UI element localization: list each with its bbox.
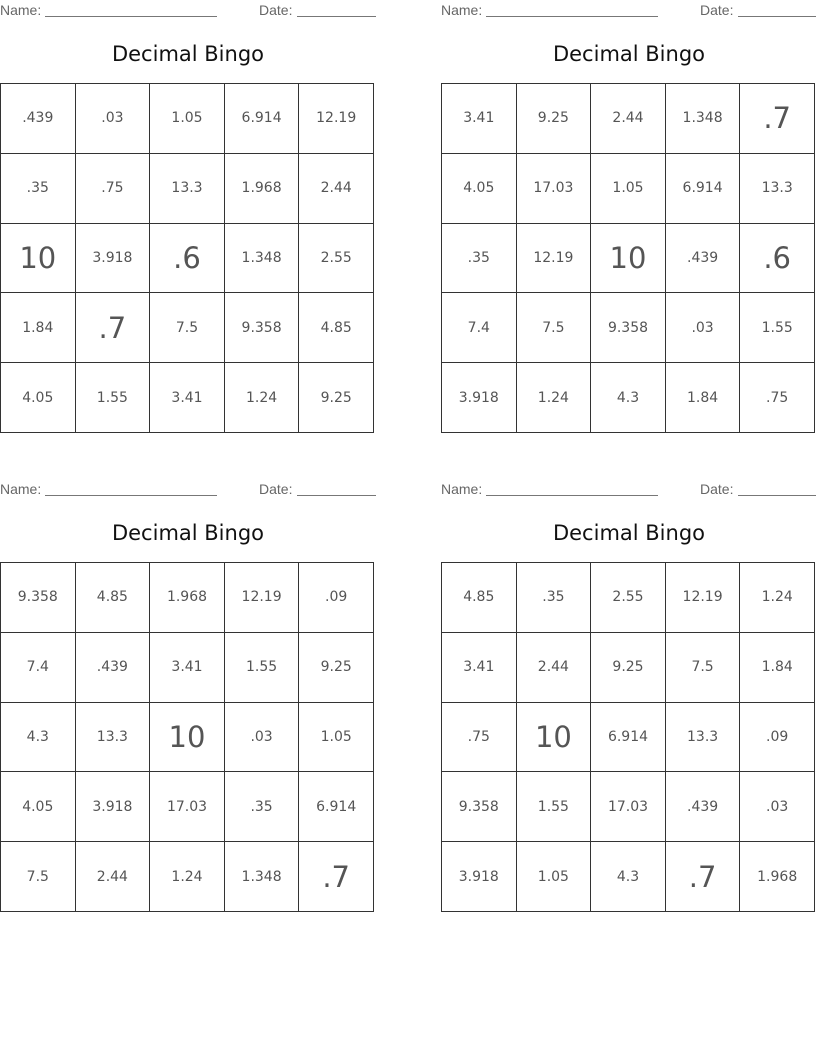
bingo-cell: .439	[666, 772, 741, 842]
bingo-cell: 2.55	[591, 563, 666, 633]
bingo-grid	[0, 562, 374, 912]
bingo-cell: 10	[1, 224, 76, 294]
bingo-cell: 3.41	[150, 633, 225, 703]
bingo-cell: 10	[517, 703, 592, 773]
date-blank-line	[738, 495, 816, 496]
date-blank-line	[738, 16, 816, 17]
bingo-cell: .75	[740, 363, 815, 433]
bingo-cell: .7	[299, 842, 374, 912]
bingo-cell: 13.3	[76, 703, 151, 773]
bingo-cell: 3.41	[442, 633, 517, 703]
bingo-cell: .7	[666, 842, 741, 912]
card-header	[0, 481, 376, 499]
date-label: Date:	[259, 2, 293, 18]
bingo-cell: 7.5	[666, 633, 741, 703]
date-label: Date:	[259, 481, 293, 497]
bingo-cell: 2.44	[299, 154, 374, 224]
bingo-cell: 4.3	[591, 363, 666, 433]
bingo-cell: 4.3	[1, 703, 76, 773]
bingo-cell: 2.44	[591, 84, 666, 154]
bingo-cell: 6.914	[299, 772, 374, 842]
bingo-cell: 9.25	[299, 633, 374, 703]
bingo-cell: 9.25	[591, 633, 666, 703]
bingo-cell: .439	[76, 633, 151, 703]
bingo-cell: .35	[1, 154, 76, 224]
bingo-cell: 4.3	[591, 842, 666, 912]
bingo-cell: 12.19	[225, 563, 300, 633]
bingo-cell: 7.4	[442, 293, 517, 363]
bingo-card-4	[441, 479, 816, 919]
bingo-cell: 6.914	[666, 154, 741, 224]
bingo-cell: .439	[666, 224, 741, 294]
bingo-cell: 13.3	[150, 154, 225, 224]
bingo-cell: 1.05	[299, 703, 374, 773]
date-label: Date:	[700, 2, 734, 18]
bingo-cell: .6	[150, 224, 225, 294]
name-blank-line	[45, 16, 217, 17]
bingo-cell: 1.348	[225, 842, 300, 912]
bingo-cell: 13.3	[740, 154, 815, 224]
card-header	[0, 2, 376, 20]
bingo-cell: 9.358	[225, 293, 300, 363]
bingo-cell: 4.85	[76, 563, 151, 633]
bingo-cell: 6.914	[591, 703, 666, 773]
bingo-cell: 12.19	[299, 84, 374, 154]
bingo-cell: 1.24	[150, 842, 225, 912]
bingo-cell: 1.84	[1, 293, 76, 363]
bingo-cell: 9.358	[1, 563, 76, 633]
bingo-grid	[441, 83, 815, 433]
bingo-cell: 1.84	[740, 633, 815, 703]
card-title: Decimal Bingo	[552, 521, 706, 545]
bingo-cell: 7.5	[517, 293, 592, 363]
bingo-cell: 17.03	[591, 772, 666, 842]
card-header	[441, 481, 816, 499]
bingo-card-1	[0, 0, 376, 440]
bingo-grid	[0, 83, 374, 433]
bingo-cell: 7.4	[1, 633, 76, 703]
bingo-cell: 6.914	[225, 84, 300, 154]
bingo-cell: .75	[442, 703, 517, 773]
bingo-cell: .7	[740, 84, 815, 154]
card-title: Decimal Bingo	[111, 42, 265, 66]
bingo-cell: 3.918	[442, 842, 517, 912]
bingo-cell: 1.84	[666, 363, 741, 433]
bingo-cell: 10	[591, 224, 666, 294]
bingo-cell: 1.968	[740, 842, 815, 912]
bingo-cell: 13.3	[666, 703, 741, 773]
bingo-cell: 4.05	[1, 772, 76, 842]
bingo-cell: 1.55	[517, 772, 592, 842]
bingo-cell: 1.348	[225, 224, 300, 294]
bingo-cell: 3.918	[76, 772, 151, 842]
bingo-cell: .03	[666, 293, 741, 363]
bingo-cell: 1.348	[666, 84, 741, 154]
card-title: Decimal Bingo	[552, 42, 706, 66]
bingo-cell: 1.55	[740, 293, 815, 363]
name-label: Name:	[0, 481, 42, 497]
bingo-cell: 10	[150, 703, 225, 773]
bingo-cell: 3.41	[150, 363, 225, 433]
bingo-card-2	[441, 0, 816, 440]
bingo-cell: .35	[225, 772, 300, 842]
bingo-cell: 7.5	[150, 293, 225, 363]
bingo-cell: 1.05	[591, 154, 666, 224]
bingo-cell: .6	[740, 224, 815, 294]
bingo-cell: 2.55	[299, 224, 374, 294]
bingo-cell: 1.968	[150, 563, 225, 633]
bingo-cell: 3.918	[442, 363, 517, 433]
bingo-cell: 4.05	[1, 363, 76, 433]
bingo-cell: .09	[299, 563, 374, 633]
bingo-cell: 9.25	[299, 363, 374, 433]
card-header	[441, 2, 816, 20]
name-label: Name:	[441, 481, 483, 497]
bingo-cell: 1.24	[225, 363, 300, 433]
name-label: Name:	[441, 2, 483, 18]
name-blank-line	[486, 495, 658, 496]
bingo-cell: 1.55	[76, 363, 151, 433]
bingo-cell: .35	[517, 563, 592, 633]
bingo-cell: 7.5	[1, 842, 76, 912]
bingo-cell: 9.25	[517, 84, 592, 154]
bingo-cell: 3.41	[442, 84, 517, 154]
bingo-cell: 4.85	[442, 563, 517, 633]
bingo-cell: 17.03	[150, 772, 225, 842]
bingo-cell: .03	[740, 772, 815, 842]
bingo-cell: .03	[76, 84, 151, 154]
card-title: Decimal Bingo	[111, 521, 265, 545]
bingo-cell: 4.85	[299, 293, 374, 363]
bingo-cell: 3.918	[76, 224, 151, 294]
bingo-cell: 9.358	[591, 293, 666, 363]
bingo-cell: 1.55	[225, 633, 300, 703]
date-blank-line	[297, 16, 376, 17]
bingo-cell: 1.24	[517, 363, 592, 433]
bingo-cell: 4.05	[442, 154, 517, 224]
bingo-cell: 1.05	[150, 84, 225, 154]
bingo-cell: 1.24	[740, 563, 815, 633]
bingo-cell: .09	[740, 703, 815, 773]
bingo-cell: 9.358	[442, 772, 517, 842]
bingo-cell: 12.19	[666, 563, 741, 633]
bingo-cell: .439	[1, 84, 76, 154]
date-blank-line	[297, 495, 376, 496]
bingo-cell: .7	[76, 293, 151, 363]
bingo-cell: 12.19	[517, 224, 592, 294]
bingo-cell: .35	[442, 224, 517, 294]
name-label: Name:	[0, 2, 42, 18]
bingo-cell: .75	[76, 154, 151, 224]
name-blank-line	[486, 16, 658, 17]
bingo-cell: 2.44	[517, 633, 592, 703]
bingo-cell: 1.968	[225, 154, 300, 224]
date-label: Date:	[700, 481, 734, 497]
bingo-cell: .03	[225, 703, 300, 773]
bingo-cell: 17.03	[517, 154, 592, 224]
bingo-card-3	[0, 479, 376, 919]
name-blank-line	[45, 495, 217, 496]
bingo-cell: 1.05	[517, 842, 592, 912]
bingo-cell: 2.44	[76, 842, 151, 912]
bingo-grid	[441, 562, 815, 912]
